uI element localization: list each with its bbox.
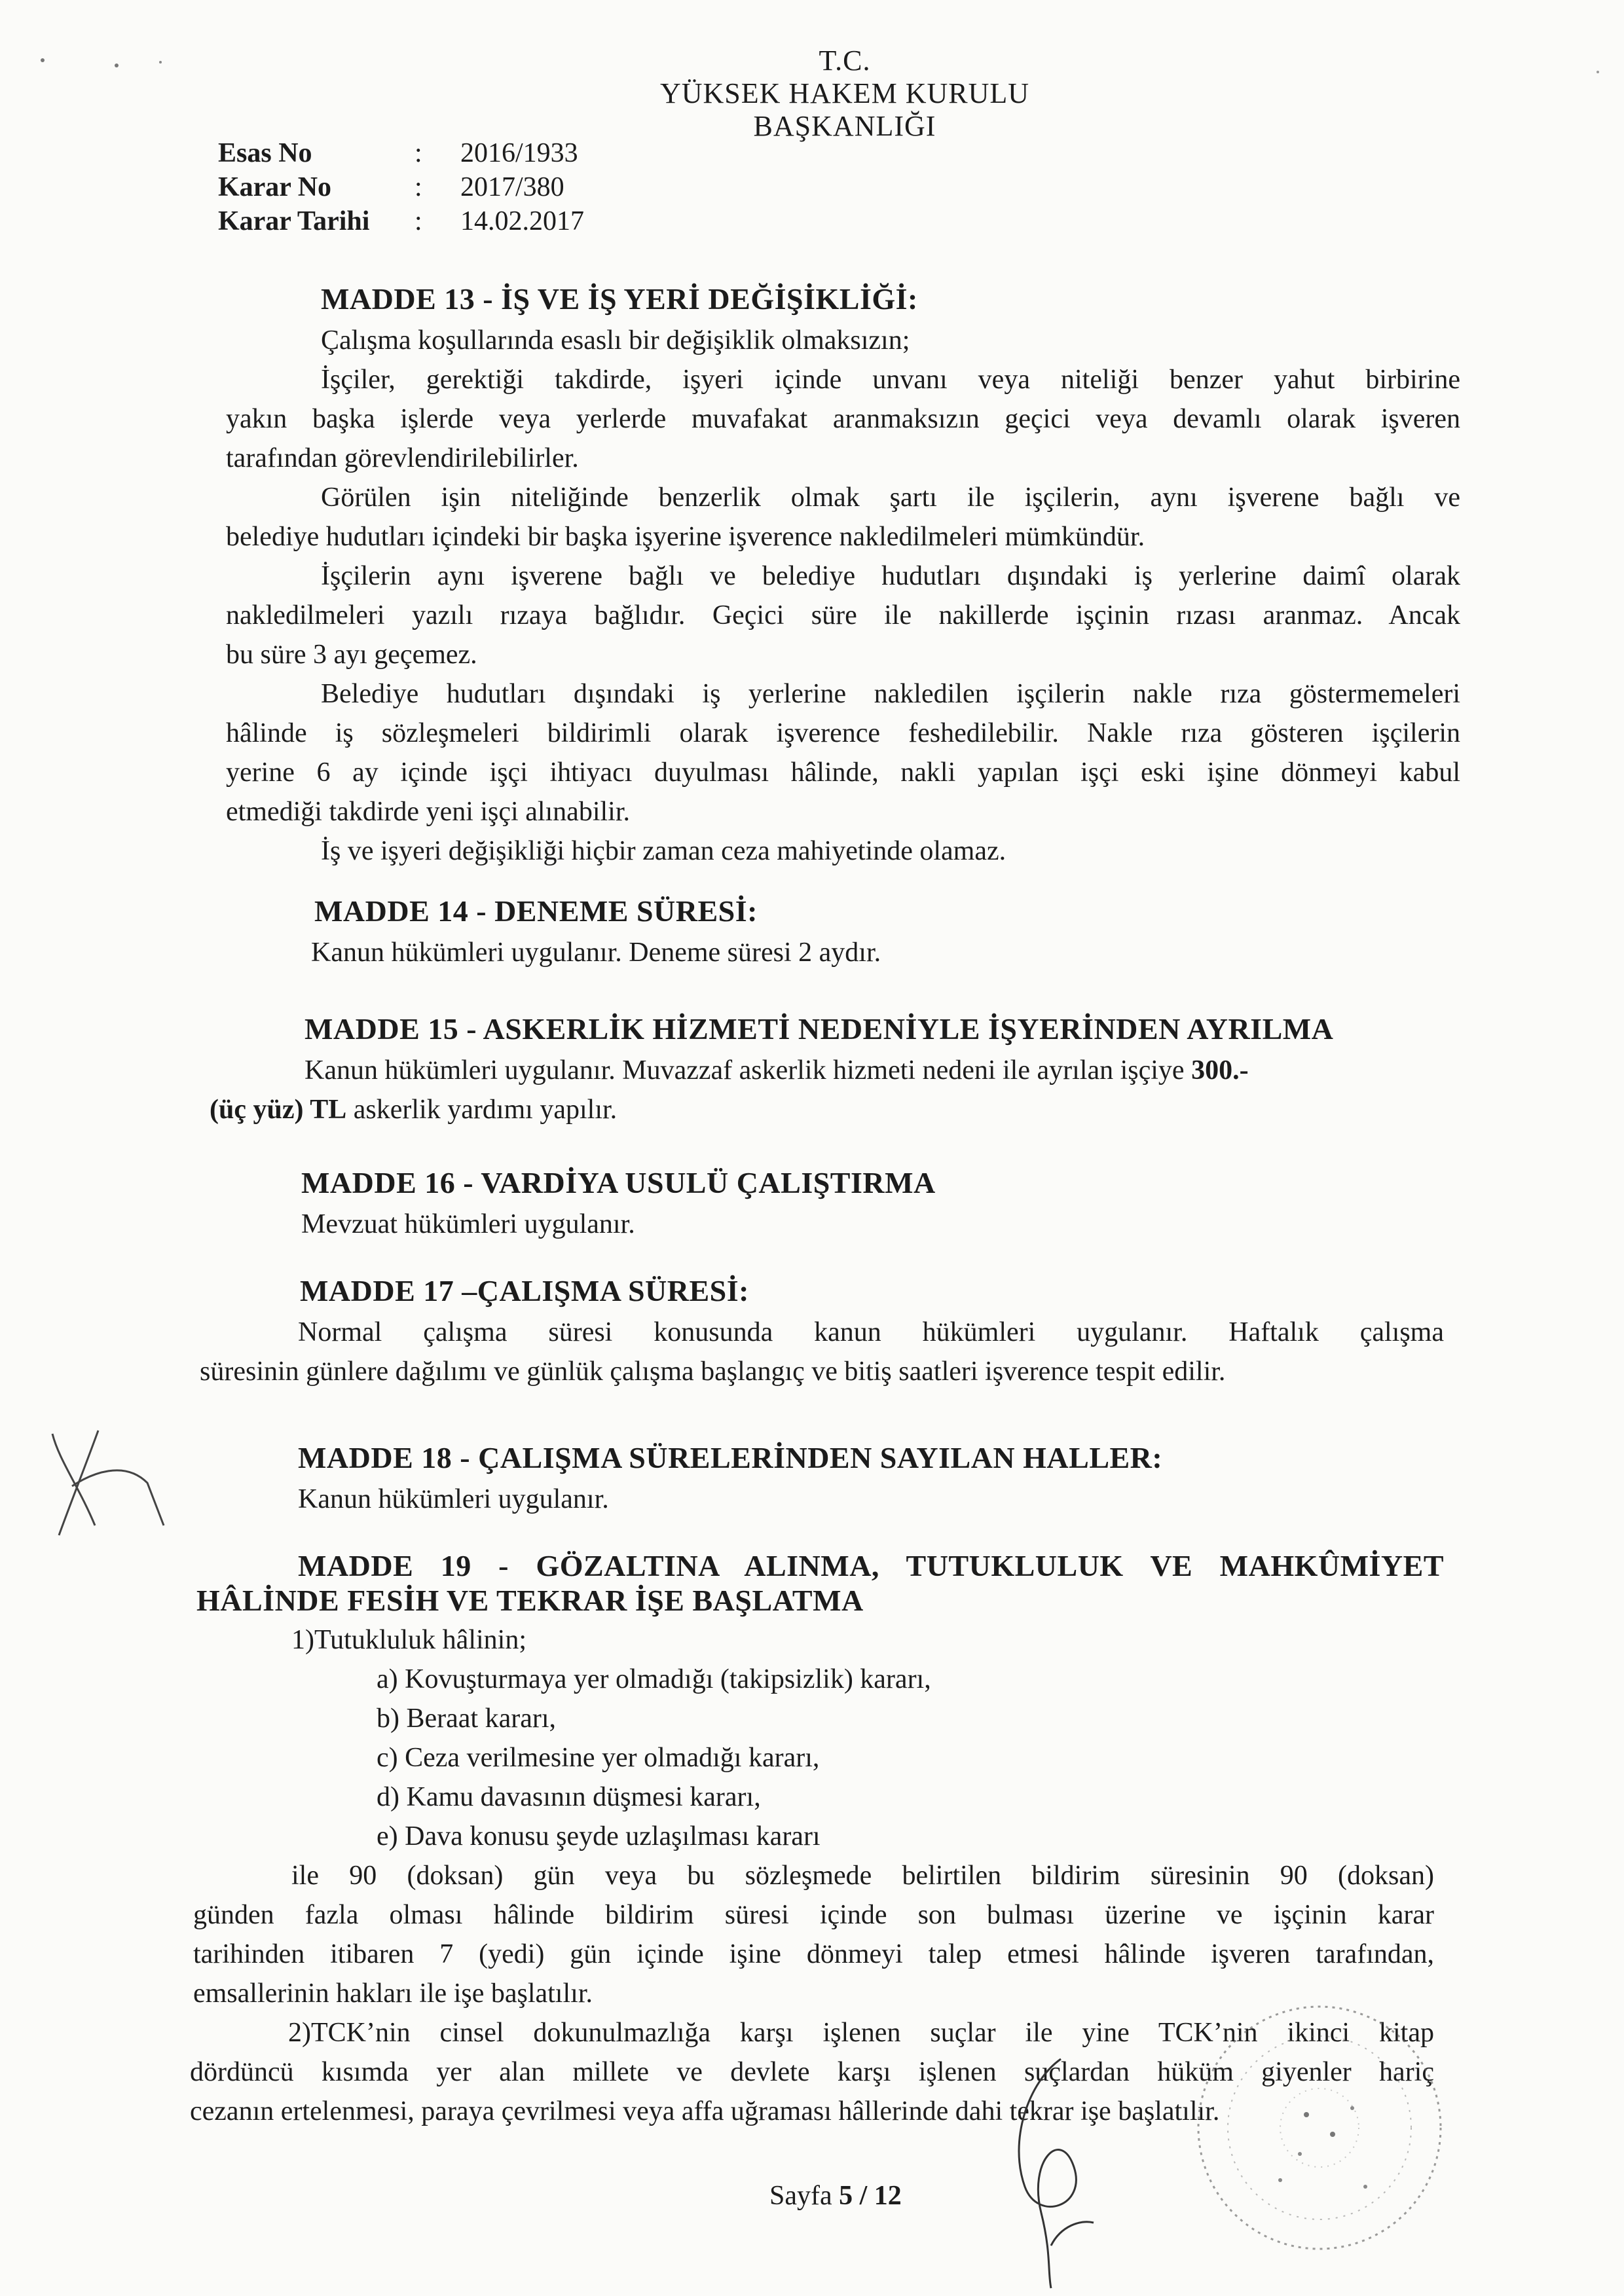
text-line: Belediye hudutları dışındaki iş yerlerine nakledilen işçilerin nakle rıza göstermemeleri (321, 679, 1460, 709)
text-line: bu süre 3 ayı geçemez. (226, 640, 477, 670)
title-text: MADDE 19 - GÖZALTINA ALINMA, TUTUKLULUK VE MAHKÛMİYET (298, 1549, 1444, 1582)
meta-value: 14.02.2017 (460, 206, 584, 236)
meta-value: 2016/1933 (460, 138, 578, 168)
list-item: d) Kamu davasının düşmesi kararı, (377, 1782, 761, 1812)
text-span: askerlik yardımı yapılır. (353, 1095, 618, 1125)
text-line: nakledilmeleri yazılı rızaya bağlıdır. Geçici süre ile nakillerde işçinin rızası aranmaz. Ancak (226, 600, 1460, 630)
meta-label: Karar Tarihi (218, 206, 370, 236)
text-line (210, 1090, 1444, 1129)
text-line: Normal çalışma süresi konusunda kanun hükümleri uygulanır. Haftalık çalışma (298, 1317, 1444, 1347)
list-item: e) Dava konusu şeyde uzlaşılması kararı (377, 1821, 821, 1851)
meta-block (218, 136, 584, 238)
meta-label: Esas No (218, 138, 312, 168)
text-line: ile 90 (doksan) gün veya bu sözleşmede belirtilen bildirim süresinin 90 (doksan) (291, 1861, 1434, 1891)
amount-words-bold: (üç yüz) TL (210, 1095, 347, 1125)
text-line: İşçilerin aynı işverene bağlı ve belediye hudutları dışındaki iş yerlerine daimî olarak (321, 561, 1460, 591)
article-15-title: MADDE 15 - ASKERLİK HİZMETİ NEDENİYLE İŞYERİNDEN AYRILMA (304, 1012, 1334, 1046)
text-line: yakın başka işlerde veya yerlerde muvafakat aranmaksızın geçici veya devamlı olarak işveren (226, 404, 1460, 434)
article-15-body (210, 1051, 1444, 1129)
text-line: süresinin günlere dağılımı ve günlük çalışma başlangıç ve bitiş saatleri işverence tespit edilir. (200, 1357, 1226, 1387)
text-line: İşçiler, gerektiği takdirde, işyeri içinde unvanı veya niteliği benzer yahut birbirine (321, 365, 1460, 395)
list-item: a) Kovuşturmaya yer olmadığı (takipsizlik) kararı, (377, 1664, 931, 1694)
meta-label: Karar No (218, 172, 332, 202)
article-17-title: MADDE 17 –ÇALIŞMA SÜRESİ: (300, 1274, 749, 1307)
text-line: belediye hudutları içindeki bir başka işyerine işverence nakledilmeleri mümkündür. (226, 522, 1145, 552)
text-line: tarafından görevlendirilebilirler. (226, 443, 579, 473)
text-line: İş ve işyeri değişikliği hiçbir zaman ceza mahiyetinde olamaz. (321, 836, 1006, 866)
article-17-body (200, 1313, 1444, 1391)
meta-value: 2017/380 (460, 172, 564, 202)
meta-sep: : (415, 172, 422, 202)
text-line: etmediği takdirde yeni işçi alınabilir. (226, 797, 630, 827)
text-line: hâlinde iş sözleşmeleri bildirimli olarak işverence feshedilebilir. Nakle rıza gösteren işçilerin (226, 718, 1460, 748)
article-14-title: MADDE 14 - DENEME SÜRESİ: (314, 894, 758, 928)
margin-initials (33, 1427, 183, 1545)
list-item: b) Beraat kararı, (377, 1704, 557, 1734)
official-stamp (1169, 1964, 1444, 2272)
article-13-title: MADDE 13 - İŞ VE İŞ YERİ DEĞİŞİKLİĞİ: (321, 282, 918, 316)
footer-page-number: 5 / 12 (839, 2181, 902, 2211)
article-19-intro: 1)Tutukluluk hâlinin; (291, 1625, 526, 1655)
article-19-title-line2: HÂLİNDE FESİH VE TEKRAR İŞE BAŞLATMA (196, 1584, 864, 1617)
text-span: Kanun hükümleri uygulanır. Muvazzaf askerlik hizmeti nedeni ile ayrılan işçiye (304, 1055, 1185, 1085)
text-line: emsallerinin hakları ile işe başlatılır. (193, 1978, 593, 2009)
article-19-title-line1 (298, 1548, 1444, 1583)
meta-row-esas (218, 136, 584, 170)
header-country: T.C. (819, 45, 871, 77)
amount-bold: 300.- (1191, 1055, 1249, 1085)
meta-sep: : (415, 138, 422, 168)
article-16-body: Mevzuat hükümleri uygulanır. (301, 1209, 635, 1239)
article-18-body: Kanun hükümleri uygulanır. (298, 1484, 609, 1514)
text-line: Çalışma koşullarında esaslı bir değişiklik olmaksızın; (321, 325, 910, 355)
header-office: BAŞKANLIĞI (753, 110, 936, 142)
text-line: 2)TCK’nin cinsel dokunulmazlığa karşı işlenen suçlar ile yine TCK’nin ikinci kitap (288, 2018, 1434, 2048)
text-line: tarihinden itibaren 7 (yedi) gün içinde işine dönmeyi talep etmesi hâlinde işveren tarafından, (193, 1939, 1434, 1969)
article-18-title: MADDE 18 - ÇALIŞMA SÜRELERİNDEN SAYILAN HALLER: (298, 1441, 1163, 1474)
text-line: günden fazla olması hâlinde bildirim süresi içinde son bulması üzerine ve işçinin karar (193, 1900, 1434, 1930)
article-14-body: Kanun hükümleri uygulanır. Deneme süresi 2 aydır. (311, 938, 881, 968)
list-item: c) Ceza verilmesine yer olmadığı kararı, (377, 1743, 820, 1773)
text-line: yerine 6 ay içinde işçi ihtiyacı duyulması hâlinde, nakli yapılan işçi eski işine dönmeyi kabul (226, 757, 1460, 788)
page-footer (769, 2180, 902, 2212)
text-line: dördüncü kısımda yer alan millete ve devlete karşı işlenen suçlardan hüküm giyenler hariç (190, 2057, 1434, 2087)
signature (989, 2056, 1120, 2291)
article-13-body (226, 321, 1460, 871)
footer-label: Sayfa (769, 2181, 832, 2211)
header-institution: YÜKSEK HAKEM KURULU (659, 77, 1030, 109)
text-line (210, 1051, 1444, 1090)
text-line: cezanın ertelenmesi, paraya çevrilmesi veya affa uğraması hâllerinde dahi tekrar işe başlatılır. (190, 2096, 1220, 2126)
text-line: Görülen işin niteliğinde benzerlik olmak şartı ile işçilerin, aynı işverene bağlı ve (321, 483, 1460, 513)
article-19-list (377, 1660, 931, 1856)
article-16-title: MADDE 16 - VARDİYA USULÜ ÇALIŞTIRMA (301, 1166, 936, 1199)
meta-sep: : (415, 206, 422, 236)
meta-row-tarih (218, 204, 584, 238)
meta-row-karar (218, 170, 584, 204)
